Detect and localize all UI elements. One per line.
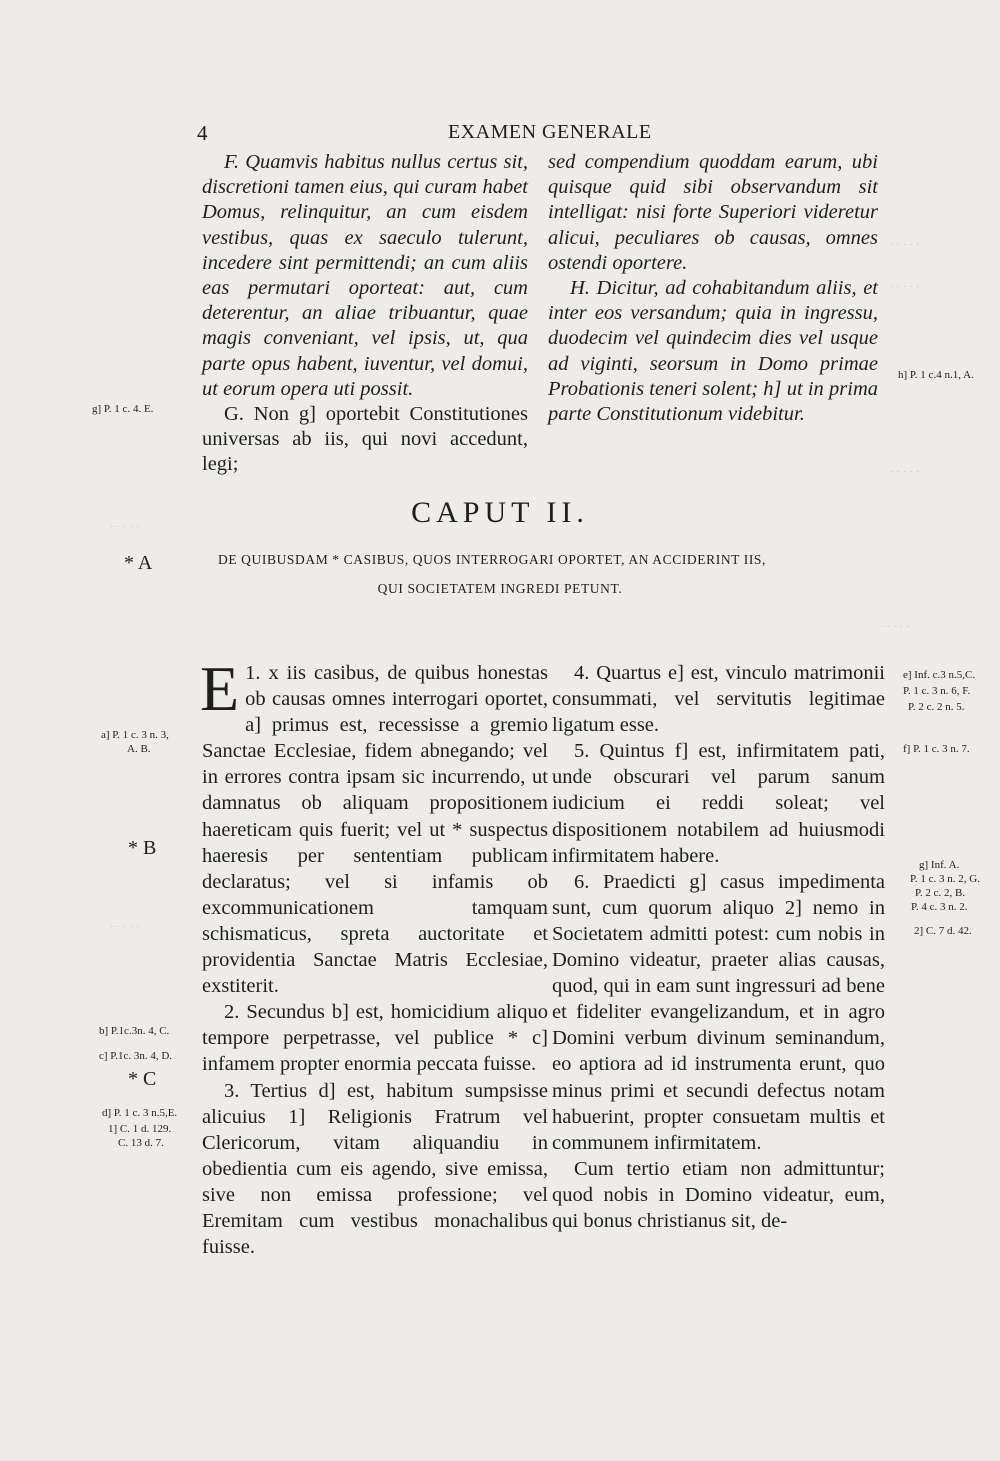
margin-star-A: * A	[124, 552, 153, 574]
margin-note-e-cont2: P. 2 c. 2 n. 5.	[908, 701, 965, 713]
margin-note-g-right: g] Inf. A.	[919, 859, 960, 871]
margin-note-e: e] Inf. c.3 n.5,C.	[903, 669, 976, 681]
margin-star-C: * C	[128, 1068, 157, 1090]
margin-note-g-cont3: P. 4 c. 3 n. 2.	[911, 901, 968, 913]
bleed-through-mark: · · · · ·	[110, 921, 140, 933]
margin-note-c: c] P.1c. 3n. 4, D.	[99, 1050, 173, 1062]
margin-note-2: 2] C. 7 d. 42.	[914, 925, 972, 937]
margin-note-e-cont1: P. 1 c. 3 n. 6, F.	[903, 685, 971, 697]
text-column-top-left	[202, 150, 528, 478]
margin-note-f: f] P. 1 c. 3 n. 7.	[903, 743, 970, 755]
paragraph-6: 6. Praedicti g] casus impedimenta sunt, cum quorum aliquo 2] nemo in Societatem admitti potest: cum nobis in Domino videatur, praeter alias causas, quod, qui in eam sunt ingressuri ad bene et fideliter evangelizandum, et in agro Domini verbum divinum seminandum, eo aptiora ad id instrumenta erunt, quo minus primi et secundi defectus notam habuerint, propter consuetam multis et communem infirmitatem.	[552, 870, 885, 1154]
margin-note-g: g] P. 1 c. 4. E.	[92, 403, 154, 415]
bleed-through-mark: · · · · ·	[890, 466, 920, 478]
chapter-subtitle-line1: DE QUIBUSDAM * CASIBUS, QUOS INTERROGARI OPORTET, AN ACCIDERINT IIS,	[218, 552, 767, 567]
margin-note-g-cont1: P. 1 c. 3 n. 2, G.	[910, 873, 980, 885]
text-column-bottom-right	[552, 660, 885, 1234]
margin-note-1-cont: C. 13 d. 7.	[118, 1137, 164, 1149]
margin-note-b: b] P.1c.3n. 4, C.	[99, 1025, 170, 1037]
chapter-subtitle-line2: QUI SOCIETATEM INGREDI PETUNT.	[377, 581, 623, 596]
paragraph-7: Cum tertio etiam non admittuntur; quod nobis in Domino videatur, eum, qui bonus christianus sit, de-	[552, 1157, 885, 1232]
margin-note-1: 1] C. 1 d. 129.	[108, 1123, 172, 1135]
paragraph-5: 5. Quintus f] est, infirmitatem pati, unde obscurari vel parum sanum iudicium ei reddi soleat; vel dispositionem notabilem ad huiusmodi infirmitatem habere.	[552, 740, 885, 867]
paragraph-number: 1.	[245, 662, 261, 684]
paragraph-F: F. Quamvis habitus nullus certus sit, discretioni tamen eius, qui curam habet Domus, relinquitur, an cum eisdem vestibus, quas ex saeculo tulerunt, incedere sint permittendi; an cum aliis eas permutari oporteat: aut, cum deterentur, an aliae tribuantur, quae magis conveniant, vel ipsis, ut, qua parte opus habent, iuventur, vel domui, ut eorum opera uti possit.	[202, 151, 528, 400]
bleed-through-mark: · · · · ·	[890, 281, 920, 293]
drop-cap: E	[200, 653, 240, 724]
margin-note-g-cont2: P. 2 c. 2, B.	[915, 887, 966, 899]
chapter-title: CAPUT II.	[411, 496, 589, 529]
bleed-through-mark: · · · · ·	[890, 239, 920, 251]
margin-note-h: h] P. 1 c.4 n.1, A.	[898, 369, 974, 381]
paragraph-1-text: x iis casibus, de quibus honestas ob causas omnes interrogari oportet, a] primus est, recessisse a gremio Sanctae Ecclesiae, fidem abnegando; vel in errores contra ipsam sic incurrendo, ut damnatus ob aliquam propositionem haereticam quis fuerit; vel ut * suspectus haeresis per sententiam publicam declaratus; vel si infamis ob excommunicationem tamquam schismaticus, spreta auctoritate et providentia Sanctae Matris Ecclesiae, exstiterit.	[202, 662, 548, 998]
paragraph-3: 3. Tertius d] est, habitum sumpsisse alicuius 1] Religionis Fratrum vel Clericorum, vitam aliquandiu in obedientia cum eis agendo, sive emissa, sive non emissa professione; vel Eremitam cum vestibus monachalibus fuisse.	[202, 1079, 548, 1259]
paragraph-continuation: sed compendium quoddam earum, ubi quisque quid sibi observandum sit intelligat: nisi forte Superiori videretur alicui, peculiares ob causas, omnes ostendi oportere.	[548, 151, 878, 274]
paragraph-4: 4. Quartus e] est, vinculo matrimonii consummati, vel servitutis legitimae ligatum esse.	[552, 662, 885, 737]
margin-star-B: * B	[128, 837, 157, 859]
page-number: 4	[197, 121, 208, 145]
margin-note-d: d] P. 1 c. 3 n.5,E.	[102, 1107, 178, 1119]
text-column-bottom-left	[200, 653, 548, 1260]
bleed-through-mark: · · · · ·	[880, 621, 910, 633]
margin-note-a-cont: A. B.	[127, 743, 151, 755]
paragraph-H: H. Dicitur, ad cohabitandum aliis, et inter eos versandum; quia in ingressu, duodecim vel quindecim dies vel usque ad viginti, seorsum in Domo primae Probationis teneri solent; h] ut in prima parte Constitutionum videbitur.	[548, 277, 878, 426]
paragraph-2: 2. Secundus b] est, homicidium aliquo tempore perpetrasse, vel publice * c] infamem propter enormia peccata fuisse.	[202, 1001, 548, 1076]
bleed-through-mark: · · · · ·	[110, 521, 140, 533]
paragraph-1	[200, 653, 548, 999]
paragraph-G: G. Non g] oportebit Constitutiones universas ab iis, qui novi accedunt, legi;	[202, 403, 528, 476]
text-column-top-right	[548, 150, 878, 427]
margin-note-a: a] P. 1 c. 3 n. 3,	[101, 729, 169, 741]
running-head: EXAMEN GENERALE	[448, 121, 652, 143]
